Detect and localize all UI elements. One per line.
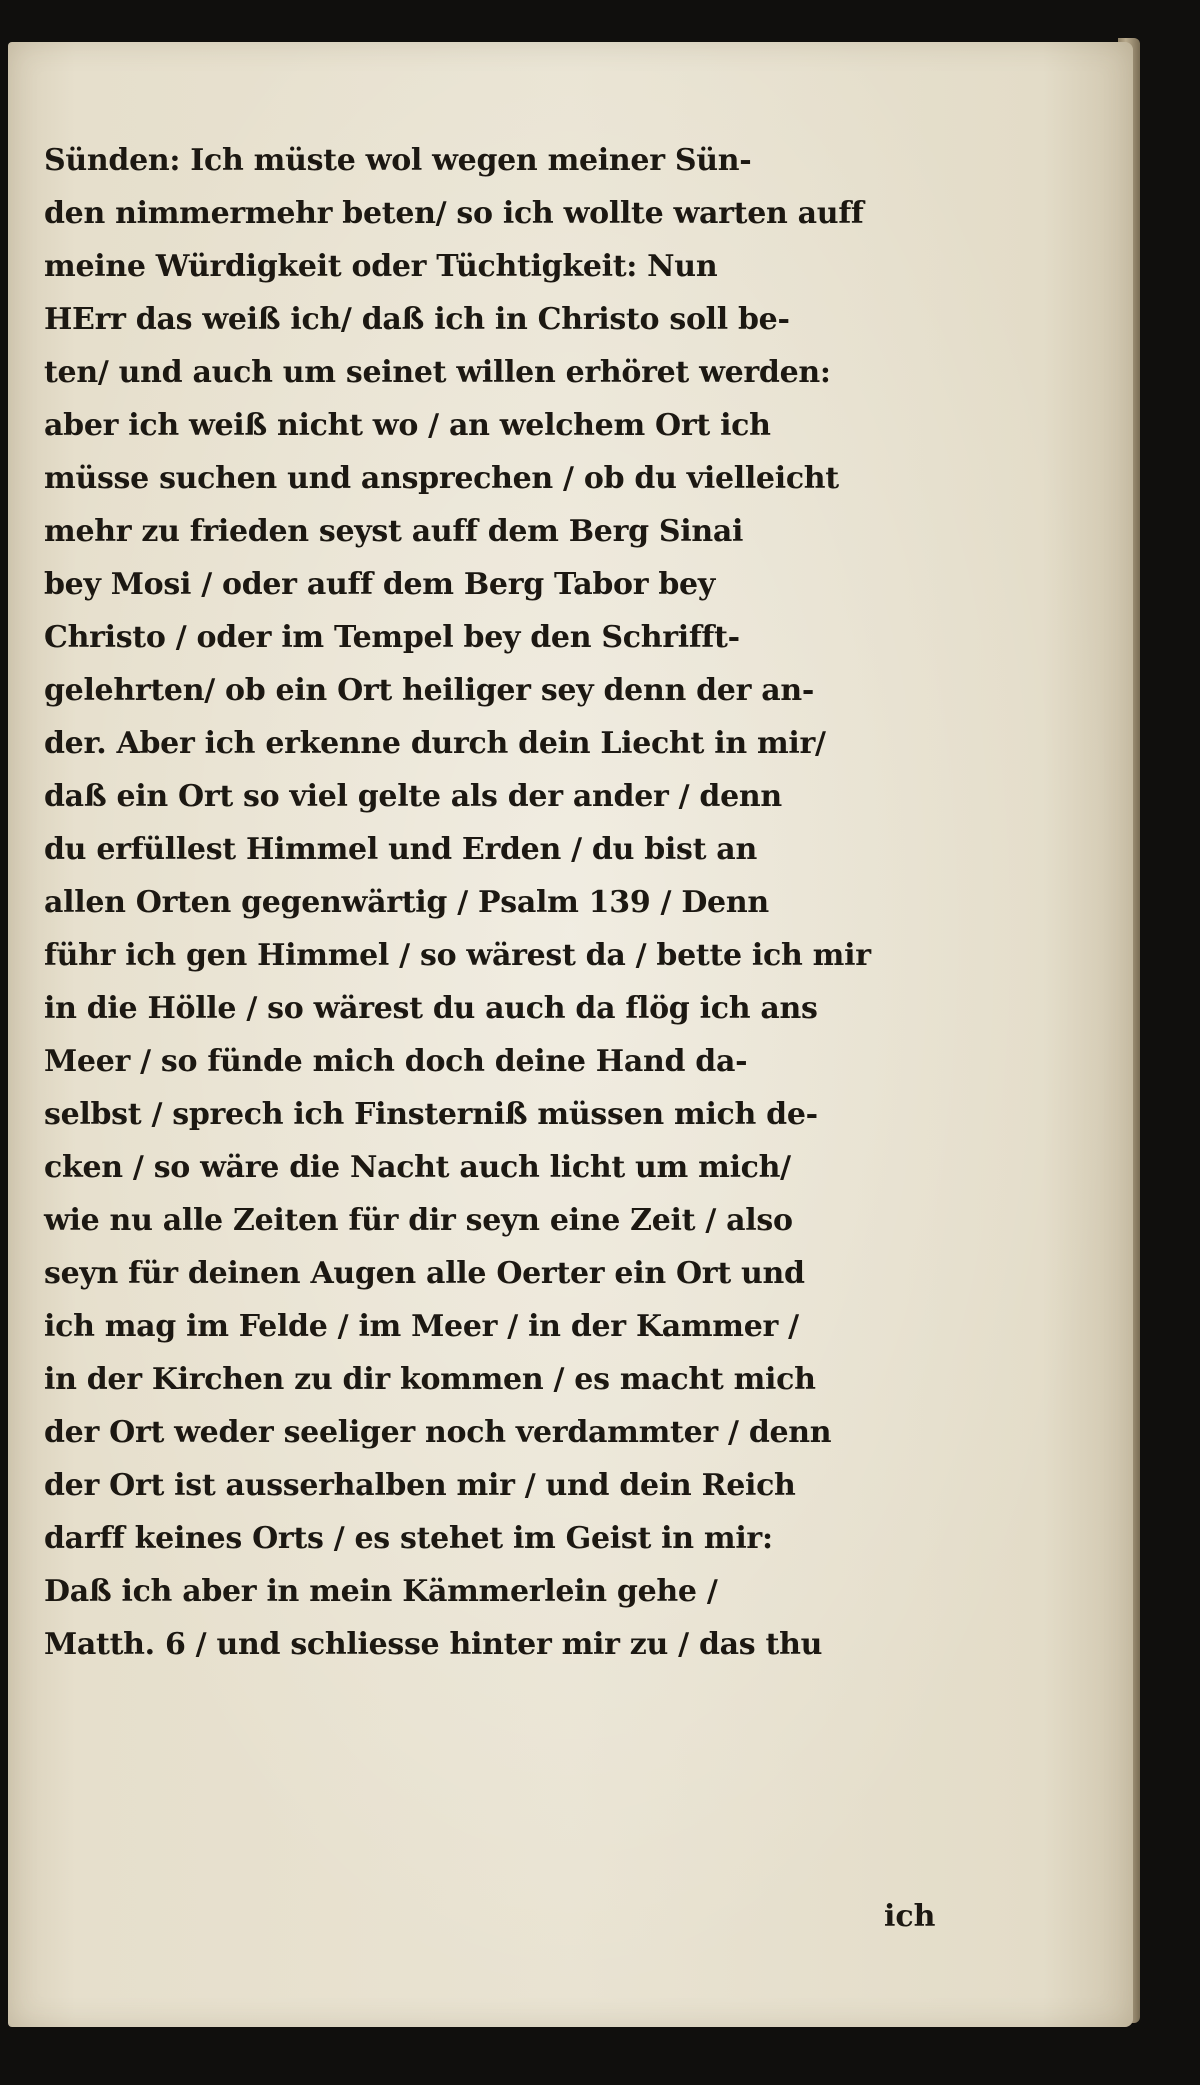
text-line: seyn für deinen Augen alle Oerter ein Ort und xyxy=(44,1256,805,1291)
catchword: ich xyxy=(884,1899,936,1934)
text-line: Meer / so fünde mich doch deine Hand da- xyxy=(44,1044,748,1079)
text-line: der Ort ist ausserhalben mir / und dein Reich xyxy=(44,1468,796,1503)
text-line: ich mag im Felde / im Meer / in der Kammer / xyxy=(44,1309,799,1344)
text-line: den nimmermehr beten/ so ich wollte warten auff xyxy=(44,196,864,231)
text-line: in der Kirchen zu dir kommen / es macht mich xyxy=(44,1362,816,1397)
book-page xyxy=(8,42,1133,2027)
text-line: selbst / sprech ich Finsterniß müssen mich de- xyxy=(44,1097,818,1132)
text-line: darff keines Orts / es stehet im Geist in mir: xyxy=(44,1521,773,1556)
text-line: cken / so wäre die Nacht auch licht um mich/ xyxy=(44,1150,791,1185)
text-line: allen Orten gegenwärtig / Psalm 139 / Denn xyxy=(44,885,769,920)
text-line: aber ich weiß nicht wo / an welchem Ort ich xyxy=(44,408,771,443)
text-block xyxy=(44,134,964,1671)
text-line: Christo / oder im Tempel bey den Schrifft- xyxy=(44,620,740,655)
text-line: führ ich gen Himmel / so wärest da / bette ich mir xyxy=(44,938,871,973)
text-line: gelehrten/ ob ein Ort heiliger sey denn der an- xyxy=(44,673,815,708)
text-line: mehr zu frieden seyst auff dem Berg Sinai xyxy=(44,514,744,549)
text-line: wie nu alle Zeiten für dir seyn eine Zeit / also xyxy=(44,1203,793,1238)
text-line: daß ein Ort so viel gelte als der ander / denn xyxy=(44,779,782,814)
text-line: in die Hölle / so wärest du auch da flög ich ans xyxy=(44,991,818,1026)
text-line: HErr das weiß ich/ daß ich in Christo soll be- xyxy=(44,302,790,337)
text-line: bey Mosi / oder auff dem Berg Tabor bey xyxy=(44,567,715,602)
text-line: Sünden: Ich müste wol wegen meiner Sün- xyxy=(44,143,752,178)
text-line: ten/ und auch um seinet willen erhöret werden: xyxy=(44,355,831,390)
text-line: du erfüllest Himmel und Erden / du bist an xyxy=(44,832,757,867)
text-line: müsse suchen und ansprechen / ob du vielleicht xyxy=(44,461,839,496)
text-line: Daß ich aber in mein Kämmerlein gehe / xyxy=(44,1574,718,1609)
text-line: der. Aber ich erkenne durch dein Liecht in mir/ xyxy=(44,726,826,761)
text-line: der Ort weder seeliger noch verdammter / denn xyxy=(44,1415,832,1450)
text-line: Matth. 6 / und schliesse hinter mir zu / das thu xyxy=(44,1627,823,1662)
text-line: meine Würdigkeit oder Tüchtigkeit: Nun xyxy=(44,249,718,284)
